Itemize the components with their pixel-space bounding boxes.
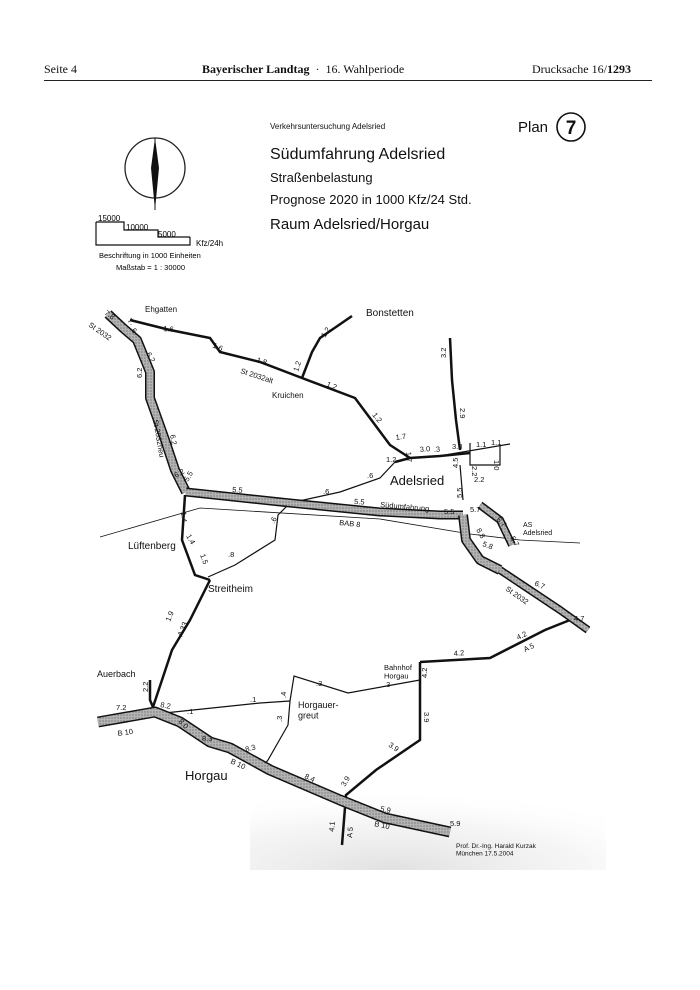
volume-label: 1.2: [325, 379, 339, 392]
road-st2032neu: St 2032neu: [151, 418, 167, 459]
volume-label: .1: [250, 695, 257, 704]
study-title: Verkehrsuntersuchung Adelsried: [270, 122, 386, 131]
volume-label: 4.7: [574, 614, 585, 623]
volume-label: 4.1: [327, 820, 337, 833]
volume-label: 1.4: [184, 532, 198, 547]
text-line: greut: [298, 710, 319, 721]
document-number-prefix: Drucksache 16/: [532, 62, 607, 76]
volume-label: 1.5: [198, 552, 211, 566]
legend-5000: 5000: [158, 230, 176, 239]
volume-label: .4: [279, 691, 288, 698]
volume-label: .6: [367, 471, 374, 480]
place-horgauergreut: Horgauer-greut: [298, 700, 339, 721]
volume-label: 7.2: [116, 703, 127, 712]
volume-label: 1.1: [476, 440, 487, 449]
volume-label: 3.9: [422, 712, 431, 723]
volume-label: 5.9: [450, 819, 461, 828]
road-a5-east: A 5: [522, 641, 536, 654]
volume-label: .6: [267, 515, 279, 525]
road-st2032-se: St 2032: [503, 584, 531, 607]
volume-label: 1.2: [386, 455, 397, 464]
volume-label: 1.2: [291, 359, 304, 373]
title-block: [270, 122, 472, 233]
volume-label: 1.0: [492, 460, 501, 471]
plan-number: 7: [565, 118, 577, 139]
place-auerbach: Auerbach: [97, 669, 136, 679]
legend-10000: 10000: [126, 223, 149, 232]
road-st2032alt: St 2032alt: [239, 366, 275, 386]
author-credit: Prof. Dr.-Ing. Harald Kurzak München 17.5.2004: [456, 843, 536, 858]
legend-scale: Maßstab = 1 : 30000: [116, 263, 186, 272]
volume-label: .3: [384, 680, 391, 689]
place-streitheim: Streitheim: [208, 584, 254, 595]
volume-label: 1.1: [491, 438, 502, 447]
volume-label: 5.5: [455, 487, 464, 498]
place-bahnhof-horgau: Bahnhof Horgau: [384, 663, 412, 681]
volume-label: 1.2: [319, 325, 333, 340]
volume-label: 5.7: [508, 534, 522, 549]
volume-labels: [103, 308, 585, 832]
volume-label: 2.2: [474, 475, 485, 484]
road-b10-east: B 10: [373, 819, 391, 832]
volume-label: 1.7: [404, 451, 414, 463]
volume-label: .6: [323, 487, 330, 496]
volume-label: 8.3: [244, 742, 257, 754]
volume-label: 1.9: [163, 609, 176, 623]
volume-label: 8.2: [159, 700, 172, 711]
volume-label: 7.8: [102, 308, 117, 322]
volume-label: 4.2: [515, 629, 529, 642]
volume-label: 4.2: [420, 667, 429, 678]
secondary-roads: [130, 316, 575, 845]
volume-label: 8.3: [202, 734, 213, 743]
place-horgau: Horgau: [185, 768, 228, 783]
volume-label: 1.6: [211, 340, 225, 354]
volume-label: .3: [275, 715, 284, 722]
volume-label: 5.5: [353, 497, 365, 507]
text-line: Adelsried: [523, 530, 553, 538]
volume-label: 2.2: [141, 681, 150, 692]
page-number: Seite 4: [44, 62, 77, 76]
volume-label: 8.8: [474, 526, 488, 541]
volume-label: 1.7: [395, 431, 407, 442]
landtag-name: Bayerischer Landtag: [202, 62, 310, 76]
volume-label: 6.2: [172, 466, 187, 480]
volume-label: 2.2: [470, 466, 479, 477]
place-kruichen: Kruichen: [272, 391, 304, 400]
volume-label: 3.9: [338, 774, 352, 788]
volume-label: .3: [316, 679, 323, 688]
volume-label: 1.2: [370, 410, 384, 425]
road-suedumfahrung: Südumfahrung: [379, 500, 430, 514]
title-line-4: Raum Adelsried/Horgau: [270, 216, 430, 233]
place-lueftenberg: Lüftenberg: [128, 541, 176, 552]
volume-label: 2.9: [458, 408, 467, 419]
volume-label: .1: [187, 707, 194, 716]
volume-label: 3.8: [452, 442, 463, 451]
volume-label: 1.4: [179, 511, 189, 523]
plan-label: Plan: [518, 119, 549, 136]
place-ehgatten: Ehgatten: [145, 305, 178, 314]
legend-unit: Kfz/24h: [196, 239, 224, 248]
volume-label: 5.5: [181, 469, 195, 483]
volume-label: 1.6: [162, 324, 175, 334]
text-line: Horgau: [384, 671, 409, 681]
title-line-2: Straßenbelastung: [270, 170, 373, 185]
volume-label: 5.8: [481, 539, 495, 552]
volume-label: 7.: [125, 316, 137, 327]
volume-label: 3.2: [439, 347, 448, 358]
plan-badge: [518, 113, 585, 141]
volume-label: 1.8: [255, 355, 269, 368]
volume-label: 3.9: [386, 740, 401, 754]
legend-15000: 15000: [98, 214, 121, 223]
road-a5-south: A 5: [345, 826, 355, 839]
road-bab8: BAB 8: [338, 518, 361, 530]
volume-label: 3.0: [419, 444, 431, 454]
volume-legend: [96, 214, 223, 272]
road-b10-west: B 10: [117, 726, 134, 738]
volume-label: 6.2: [144, 350, 158, 365]
road-st2032-nw: St 2032: [86, 320, 114, 343]
volume-label: 6.: [129, 326, 141, 337]
volume-label: 4.5: [451, 457, 460, 468]
title-line-3: Prognose 2020 in 1000 Kfz/24 Std.: [270, 192, 472, 207]
volume-label: .8: [228, 550, 235, 559]
volume-label: .3: [433, 444, 441, 454]
volume-label: 5.5: [231, 485, 244, 495]
volume-label: 6.2: [168, 433, 179, 446]
legislative-period: 16. Wahlperiode: [325, 62, 405, 76]
volume-label: 6.7: [494, 515, 509, 529]
road-a33: A 33: [175, 620, 190, 638]
header-separator: ·: [315, 62, 320, 76]
heavy-roads: [98, 314, 588, 832]
volume-label: 5.9: [379, 804, 392, 816]
north-arrow-icon: [125, 138, 185, 210]
legend-note: Beschriftung in 1000 Einheiten: [99, 251, 201, 260]
place-adelsried: Adelsried: [390, 473, 445, 488]
volume-label: 8.0: [176, 717, 191, 731]
place-as-adelsried: AS Adelsried: [523, 522, 553, 538]
road-b10-mid: B 10: [229, 756, 247, 772]
volume-label: 4.2: [453, 648, 465, 658]
text-line: München 17.5.2004: [456, 850, 514, 858]
volume-label: 6.7: [533, 578, 547, 592]
volume-label: 5.5: [444, 507, 455, 516]
title-line-1: Südumfahrung Adelsried: [270, 146, 446, 163]
document-number-bold: 1293: [606, 62, 631, 76]
volume-label: 8.4: [303, 771, 317, 785]
volume-label: 6.2: [135, 367, 144, 378]
volume-label: 5.7: [470, 505, 481, 514]
place-bonstetten: Bonstetten: [366, 308, 414, 319]
